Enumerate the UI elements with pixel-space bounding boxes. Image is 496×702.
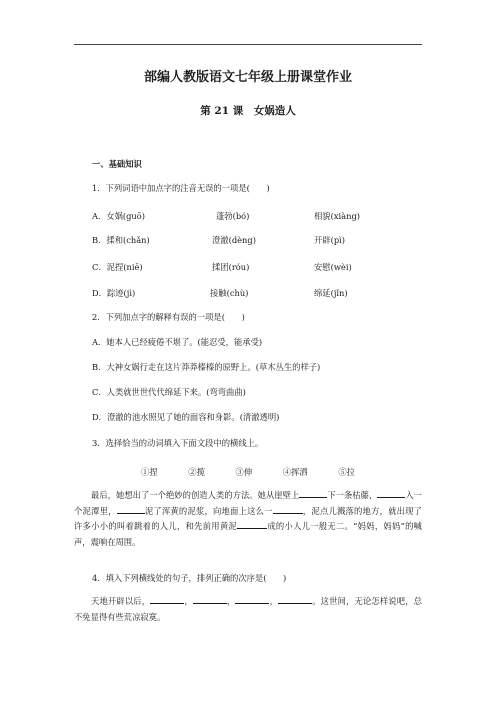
blank-field[interactable] — [278, 595, 312, 604]
lesson-title: 第 21 课 女娲造人 — [200, 105, 296, 117]
blank-field[interactable] — [150, 595, 184, 604]
q3-choice: ①捏 — [141, 467, 158, 477]
blank-field[interactable] — [117, 505, 145, 514]
blank-field[interactable] — [377, 489, 405, 498]
q1-option-c1: C．泥捏(niē) — [92, 262, 143, 272]
q1-option-a2: 蓬勃(bó) — [216, 211, 250, 221]
q1-option-a1: A．女娲(guō) — [92, 211, 146, 221]
q2-option-d: D．澄澈的池水照见了她的面容和身影。(清澈透明) — [92, 412, 280, 422]
q1-option-d3: 绵延(jǐn) — [314, 288, 348, 298]
q3-passage: 最后，她想出了一个绝妙的创造人类的方法。她从崖壁上 下一条枯藤， 入一个泥潭里， 泥了浑黄的泥浆，向地面上这么一 ，泥点儿溅落的地方，就出现了许多小小的叫着跳着的人儿，和先前用黄泥 成的小人儿一般无二。“妈妈，妈妈”的喊声，震响在周围。 — [74, 490, 422, 547]
q1-option-d2: 接触(chù) — [210, 288, 249, 298]
q2-option-b: B．大神女娲行走在这片莽莽榛榛的原野上。(草木丛生的样子) — [92, 362, 321, 372]
header-rule — [74, 44, 422, 45]
q1-option-a3: 相貌(xiàng) — [314, 211, 361, 221]
q2-option-c: C．人类就世世代代绵延下来。(弯弯曲曲) — [92, 387, 246, 397]
q2-stem: 2．下列加点字的解释有误的一项是( ) — [92, 312, 245, 322]
q4-stem: 4．填入下列横线处的句子，排列正确的次序是( ) — [92, 573, 287, 583]
q3-choice-row — [0, 466, 496, 478]
page-title: 部编人教版语文七年级上册课堂作业 — [143, 70, 352, 85]
q3-stem: 3．选择恰当的动词填入下面文段中的横线上。 — [92, 438, 264, 448]
q1-option-b2: 澄澈(dèng) — [212, 235, 256, 245]
blank-field[interactable] — [273, 505, 303, 514]
q1-option-b3: 开辟(pì) — [314, 235, 346, 245]
blank-field[interactable] — [237, 520, 267, 529]
section-heading: 一、基础知识 — [92, 159, 142, 169]
q3-choice: ③伸 — [235, 467, 253, 477]
q1-option-c3: 安慰(wèi) — [314, 262, 352, 272]
q3-choice: ⑤拉 — [338, 467, 355, 477]
q4-passage: 天地开辟以后， ， ， ， 。这世间，无论怎样说吧，总不免显得有些荒凉寂寞。 — [74, 596, 422, 622]
blank-field[interactable] — [193, 595, 227, 604]
q3-choice: ②揽 — [188, 467, 205, 477]
q3-choice: ④挥洒 — [282, 467, 308, 477]
q1-option-b1: B．揉和(chǎn) — [92, 235, 150, 245]
q1-option-d1: D．踪迹(jì) — [92, 288, 136, 298]
q2-option-a: A．她本人已经疲倦不堪了。(能忍受，能承受) — [92, 337, 263, 347]
blank-field[interactable] — [299, 489, 327, 498]
q1-stem: 1．下列词语中加点字的注音无误的一项是( ) — [92, 183, 270, 193]
q1-option-c2: 揉团(róu) — [212, 262, 250, 272]
blank-field[interactable] — [235, 595, 269, 604]
